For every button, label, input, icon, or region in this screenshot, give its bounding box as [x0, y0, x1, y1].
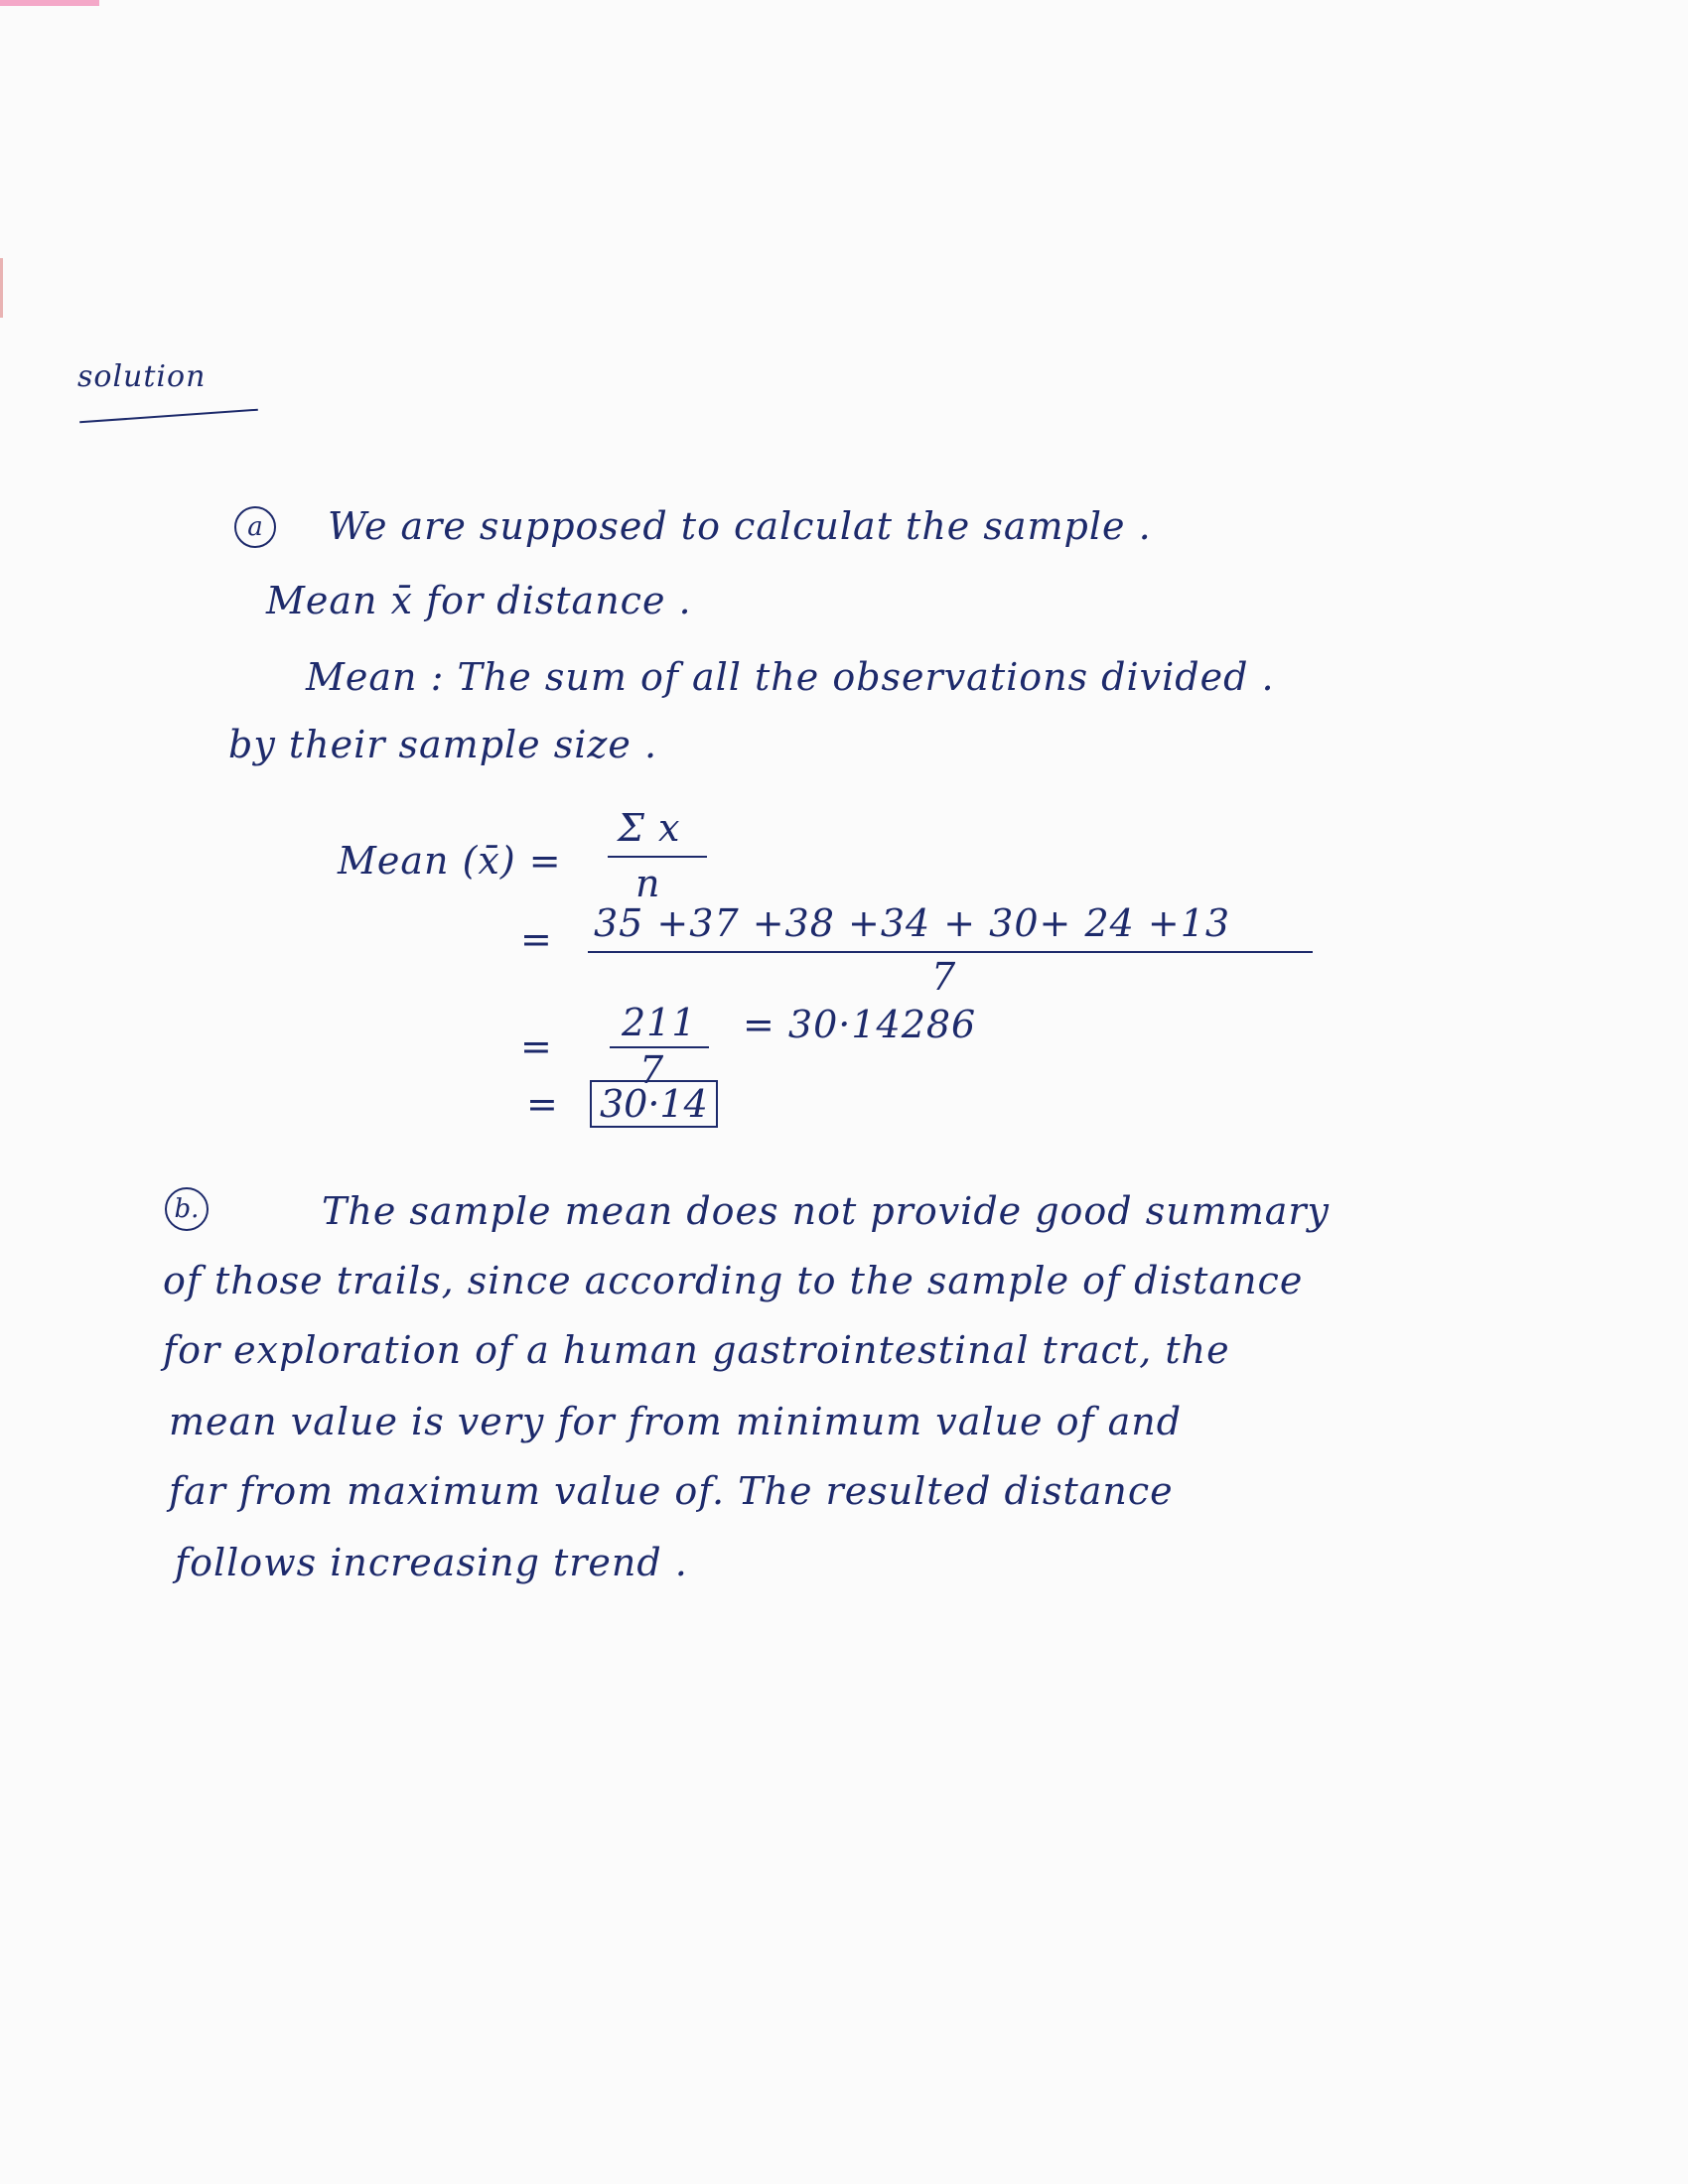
final-answer-box: 30·14	[590, 1080, 718, 1128]
part-a-line-3: Mean : The sum of all the observations divided .	[306, 655, 1275, 699]
solution-heading: solution	[77, 359, 207, 394]
heading-underline	[79, 409, 258, 424]
mean-formula-numerator: Σ x	[618, 806, 681, 850]
fraction-bar	[608, 856, 707, 858]
part-b-line-2: of those trails, since according to the sample of distance	[163, 1259, 1304, 1302]
mean-formula-lhs: Mean (x̄) =	[338, 839, 562, 883]
fraction-bar	[588, 951, 1313, 953]
part-b-marker: b.	[165, 1187, 209, 1231]
part-b-line-5: far from maximum value of. The resulted distance	[169, 1469, 1174, 1513]
sum-denominator: 7	[931, 955, 957, 999]
part-b-line-3: for exploration of a human gastrointestinal tract, the	[163, 1328, 1230, 1372]
part-b-line-1: The sample mean does not provide good summary	[322, 1189, 1331, 1233]
fraction-denominator: 7	[639, 1048, 665, 1092]
part-a-marker: a	[234, 506, 276, 548]
edge-mark	[0, 0, 99, 6]
part-b-line-4: mean value is very for from minimum value of and	[169, 1400, 1183, 1443]
sum-numerator: 35 +37 +38 +34 + 30+ 24 +13	[594, 901, 1231, 945]
edge-mark	[0, 258, 3, 318]
equals-sign: =	[526, 1082, 559, 1126]
mean-formula-denominator: n	[635, 862, 661, 905]
equals-sign: =	[520, 917, 553, 961]
part-a-line-4: by their sample size .	[228, 723, 658, 766]
part-a-line-2: Mean x̄ for distance .	[266, 579, 692, 622]
equals-sign: =	[520, 1024, 553, 1068]
part-b-line-6: follows increasing trend .	[175, 1541, 688, 1584]
part-a-line-1: We are supposed to calculat the sample .	[328, 504, 1152, 548]
fraction-numerator: 211	[622, 1001, 697, 1044]
approx-value: = 30·14286	[743, 1003, 977, 1046]
